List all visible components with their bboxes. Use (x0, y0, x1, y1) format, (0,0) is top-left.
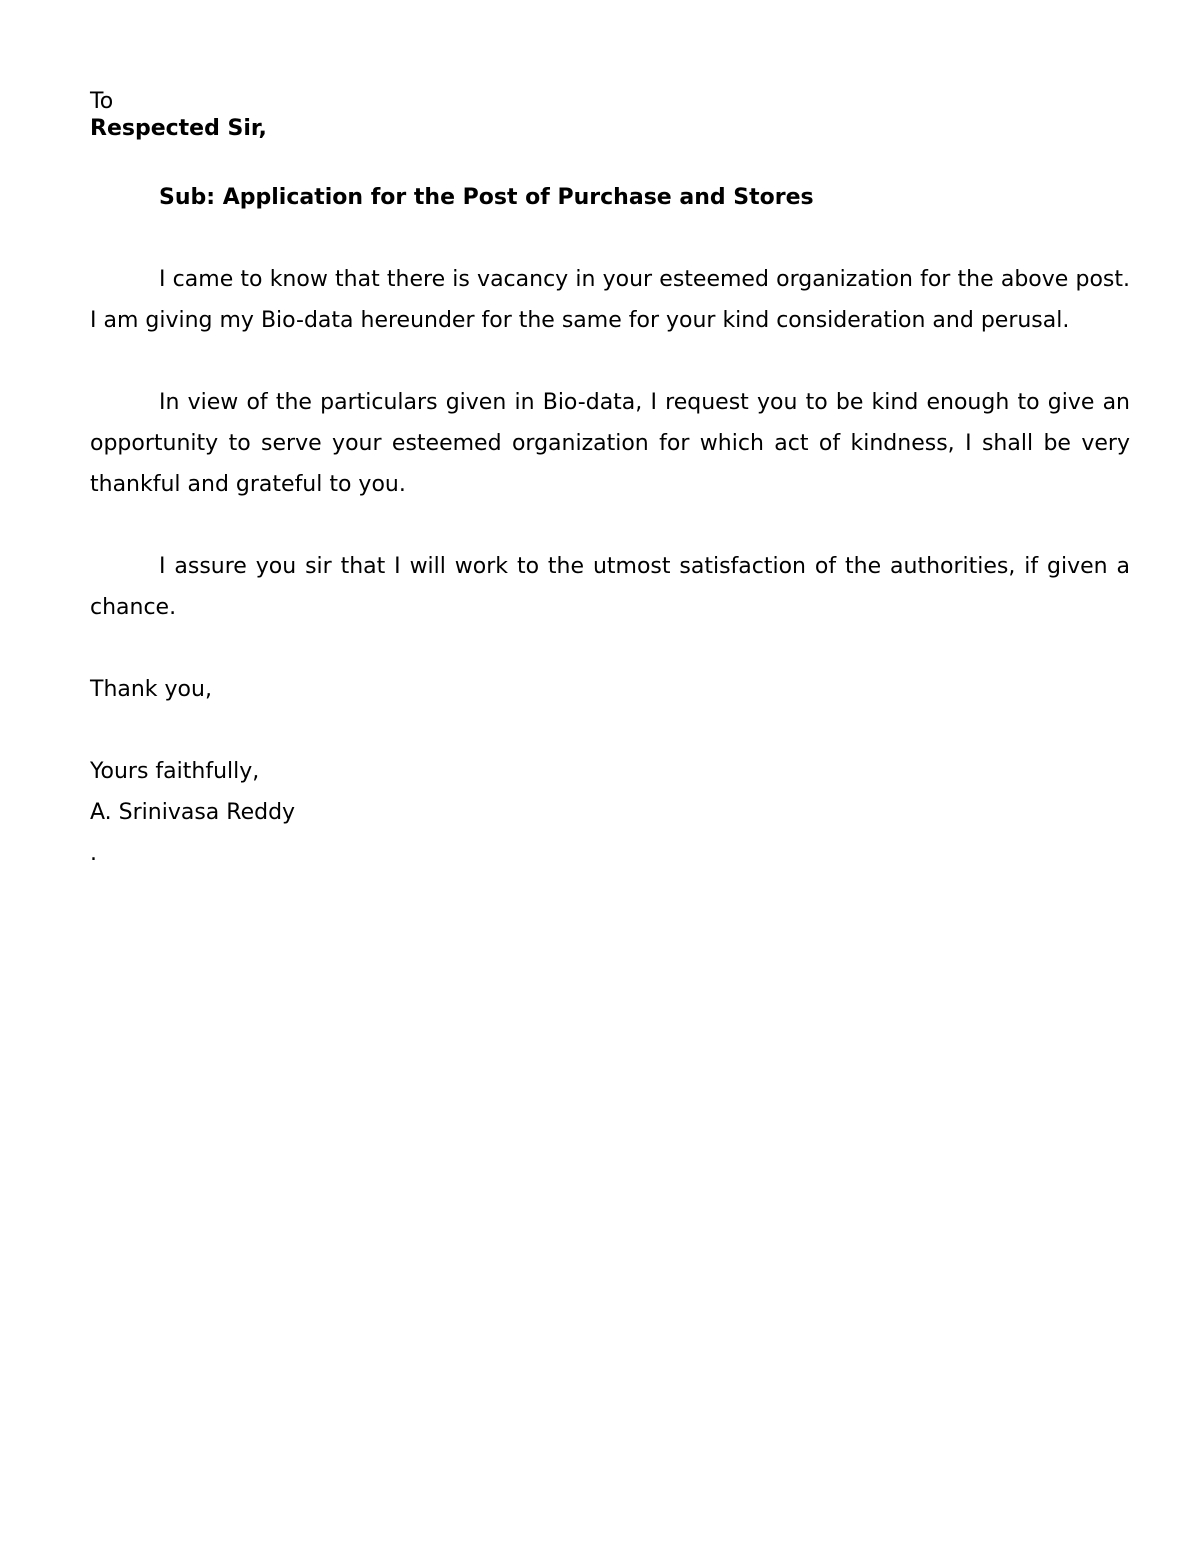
application-letter (90, 88, 1130, 874)
body-paragraph-1: I came to know that there is vacancy in your esteemed organization for the above post. I am giving my Bio-data hereunder for the same for your kind consideration and perusal. (90, 267, 1130, 333)
signature-name: A. Srinivasa Reddy (90, 800, 296, 825)
body-paragraph-3: I assure you sir that I will work to the utmost satisfaction of the authorities, if given a chance. (90, 554, 1130, 620)
closing-line: Thank you, (90, 677, 212, 702)
signoff-line: Yours faithfully, (90, 759, 260, 784)
body-paragraph-2: In view of the particulars given in Bio-data, I request you to be kind enough to give an opportunity to serve your esteemed organization for which act of kindness, I shall be very thankful and grateful to you. (90, 390, 1130, 497)
salutation: Respected Sir, (90, 116, 267, 141)
trailing-mark: . (90, 841, 97, 866)
subject-line: Sub: Application for the Post of Purchase and Stores (159, 185, 814, 210)
recipient-line: To (90, 89, 114, 114)
